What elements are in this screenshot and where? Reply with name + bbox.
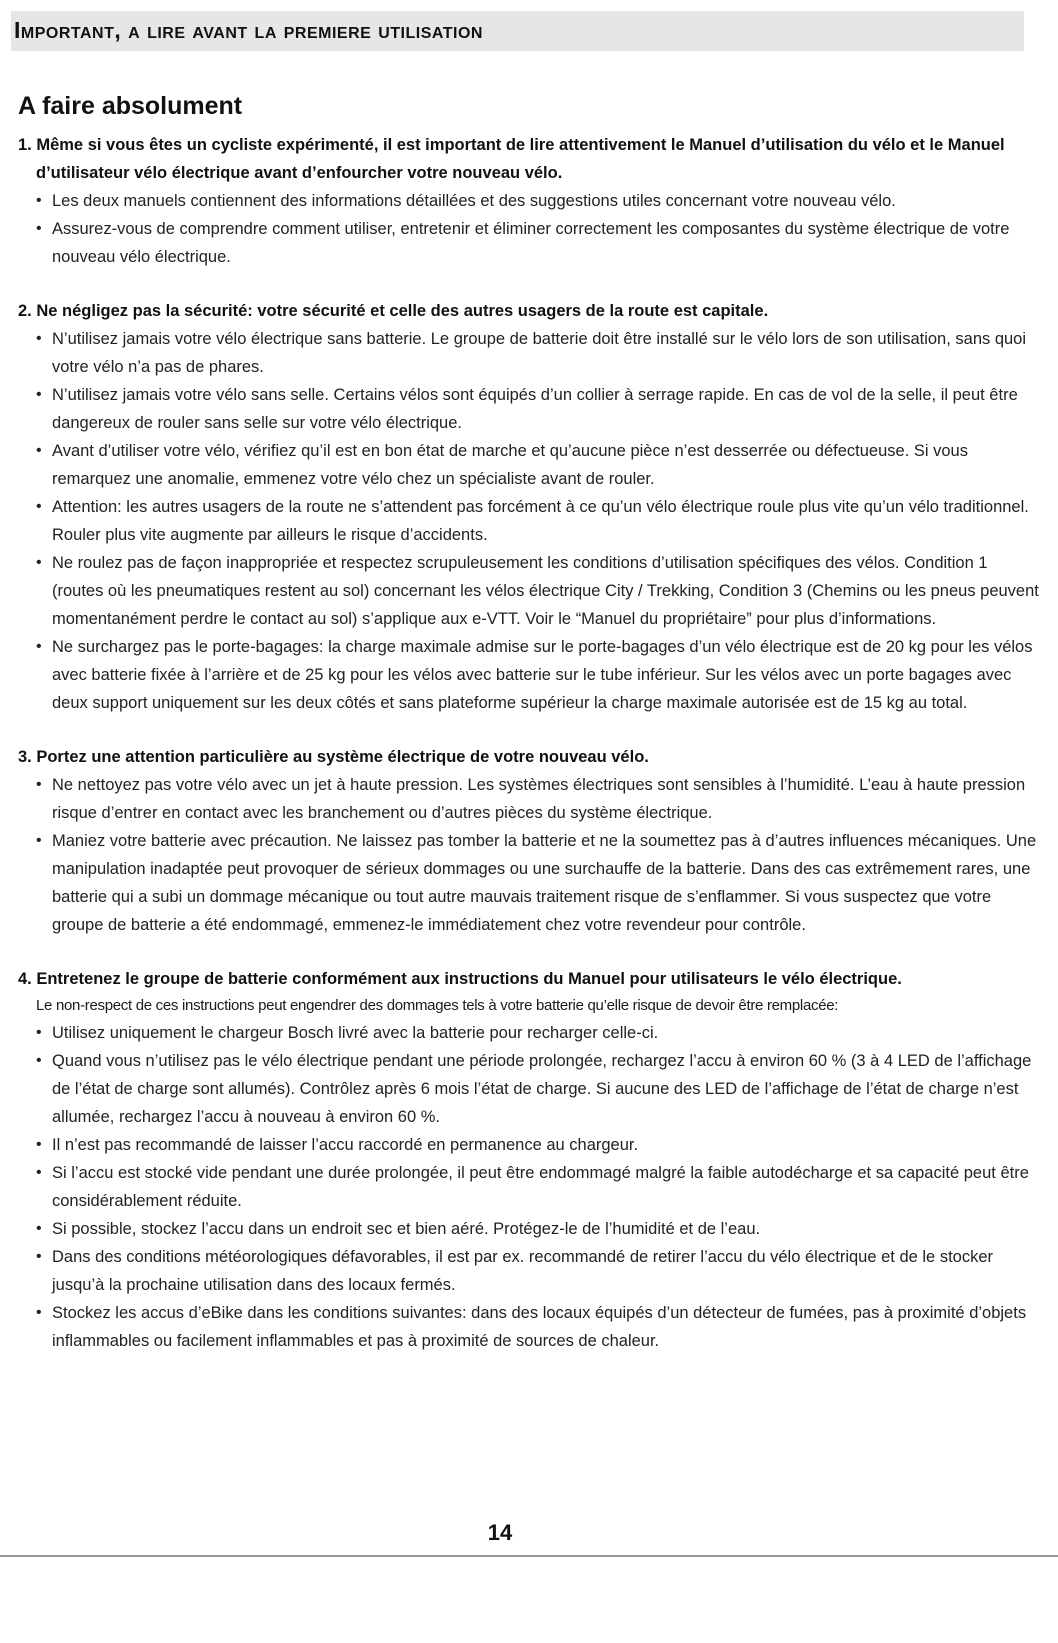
- bullet-list: [18, 325, 1040, 717]
- bullet-item: • Quand vous n’utilisez pas le vélo électrique pendant une période prolongée, rechargez l’accu à environ 60 % (3 à 4 LED de l’affichage de l’état de charge sont allumés). Contrôlez après 6 mois l’état de charge. Si aucune des LED de l’affichage de l’état de charge n’est allumée, rechargez l’accu à nouveau à environ 60 %.: [36, 1047, 1040, 1131]
- section-title: 4. Entretenez le groupe de batterie conformément aux instructions du Manuel pour utilisateurs le vélo électrique.: [18, 970, 902, 988]
- bullet-item: • Maniez votre batterie avec précaution. Ne laissez pas tomber la batterie et ne la soumettez pas à d’autres influences mécaniques. Une manipulation inadaptée peut provoquer de sérieux dommages ou une surchauffe de la batterie. Dans des cas extrêmement rares, une batterie qui a subi un dommage mécanique ou tout autre mauvais traitement risque de s’enflammer. Si vous suspectez que votre groupe de batterie a été endommagé, emmenez-le immédiatement chez votre revendeur pour contrôle.: [36, 827, 1040, 939]
- main-heading: A faire absolument: [18, 92, 243, 120]
- section-intro: Le non-respect de ces instructions peut engendrer des dommages tels à votre batterie qu’elle risque de devoir être remplacée:: [36, 997, 839, 1014]
- section-2: [18, 297, 1040, 717]
- section-title: 1. Même si vous êtes un cycliste expérimenté, il est important de lire attentivement le Manuel d’utilisation du vélo et le Manuel d’utilisateur vélo électrique avant d’enfourcher votre nouveau vélo.: [18, 136, 1005, 182]
- bullet-item: • Ne roulez pas de façon inappropriée et respectez scrupuleusement les conditions d’utilisation spécifiques des vélos. Condition 1 (routes où les pneumatiques restent au sol) concernant les vélos électrique City / Trekking, Condition 3 (Chemins ou les pneus peuvent momentanément perdre le contact au sol) s’applique aux e-VTT. Voir le “Manuel du propriétaire” pour plus d’informations.: [36, 549, 1040, 633]
- bullet-item: • N’utilisez jamais votre vélo sans selle. Certains vélos sont équipés d’un collier à serrage rapide. En cas de vol de la selle, il peut être dangereux de rouler sans selle sur votre vélo électrique.: [36, 381, 1040, 437]
- bullet-item: • Utilisez uniquement le chargeur Bosch livré avec la batterie pour recharger celle-ci.: [36, 1019, 1040, 1047]
- bullet-item: • Il n’est pas recommandé de laisser l’accu raccordé en permanence au chargeur.: [36, 1131, 1040, 1159]
- section-1: [18, 131, 1040, 271]
- bullet-item: • Avant d’utiliser votre vélo, vérifiez qu’il est en bon état de marche et qu’aucune pièce n’est desserrée ou défectueuse. Si vous remarquez une anomalie, emmenez votre vélo chez un spécialiste avant de rouler.: [36, 437, 1040, 493]
- page-number: 14: [487, 1520, 513, 1545]
- bullet-item: • Ne nettoyez pas votre vélo avec un jet à haute pression. Les systèmes électriques sont sensibles à l’humidité. L’eau à haute pression risque d’entrer en contact avec les branchement ou d’autres pièces du système électrique.: [36, 771, 1040, 827]
- bullet-item: • Ne surchargez pas le porte-bagages: la charge maximale admise sur le porte-bagages d’un vélo électrique est de 20 kg pour les vélos avec batterie fixée à l’arrière et de 25 kg pour les vélos avec batterie sur le tube inférieur. Sur les vélos avec un porte bagages avec deux support uniquement sur les deux côtés et sans plateforme supérieur la charge maximale autorisée est de 15 kg au total.: [36, 633, 1040, 717]
- bullet-item: • Dans des conditions météorologiques défavorables, il est par ex. recommandé de retirer l’accu du vélo électrique et de le stocker jusqu’à la prochaine utilisation dans des locaux fermés.: [36, 1243, 1040, 1299]
- bullet-item: • Assurez-vous de comprendre comment utiliser, entretenir et éliminer correctement les composantes du système électrique de votre nouveau vélo électrique.: [36, 215, 1040, 271]
- bullet-item: • Si possible, stockez l’accu dans un endroit sec et bien aéré. Protégez-le de l’humidité et de l’eau.: [36, 1215, 1040, 1243]
- bottom-divider: [0, 1555, 1058, 1557]
- bullet-item: • Si l’accu est stocké vide pendant une durée prolongée, il peut être endommagé malgré la faible autodécharge et sa capacité peut être considérablement réduite.: [36, 1159, 1040, 1215]
- bullet-item: • Stockez les accus d’eBike dans les conditions suivantes: dans des locaux équipés d’un détecteur de fumées, pas à proximité d’objets inflammables ou facilement inflammables et pas à proximité de sources de chaleur.: [36, 1299, 1040, 1355]
- section-title: 2. Ne négligez pas la sécurité: votre sécurité et celle des autres usagers de la route est capitale.: [18, 302, 769, 320]
- section-3: [18, 743, 1040, 939]
- header-bar: [11, 11, 1024, 51]
- bullet-list: [18, 187, 1040, 271]
- section-4: [18, 965, 1040, 1355]
- bullet-item: • N’utilisez jamais votre vélo électrique sans batterie. Le groupe de batterie doit être installé sur le vélo lors de son utilisation, sans quoi votre vélo n’a pas de phares.: [36, 325, 1040, 381]
- section-title: 3. Portez une attention particulière au système électrique de votre nouveau vélo.: [18, 748, 649, 766]
- bullet-list: [18, 771, 1040, 939]
- page-title: Important, a lire avant la premiere utilisation: [14, 17, 483, 43]
- document-body: [18, 92, 1040, 1381]
- bullet-item: • Les deux manuels contiennent des informations détaillées et des suggestions utiles concernant votre nouveau vélo.: [36, 187, 1040, 215]
- bullet-item: • Attention: les autres usagers de la route ne s’attendent pas forcément à ce qu’un vélo électrique roule plus vite qu’un vélo traditionnel. Rouler plus vite augmente par ailleurs le risque d’accidents.: [36, 493, 1040, 549]
- bullet-list: [18, 1019, 1040, 1355]
